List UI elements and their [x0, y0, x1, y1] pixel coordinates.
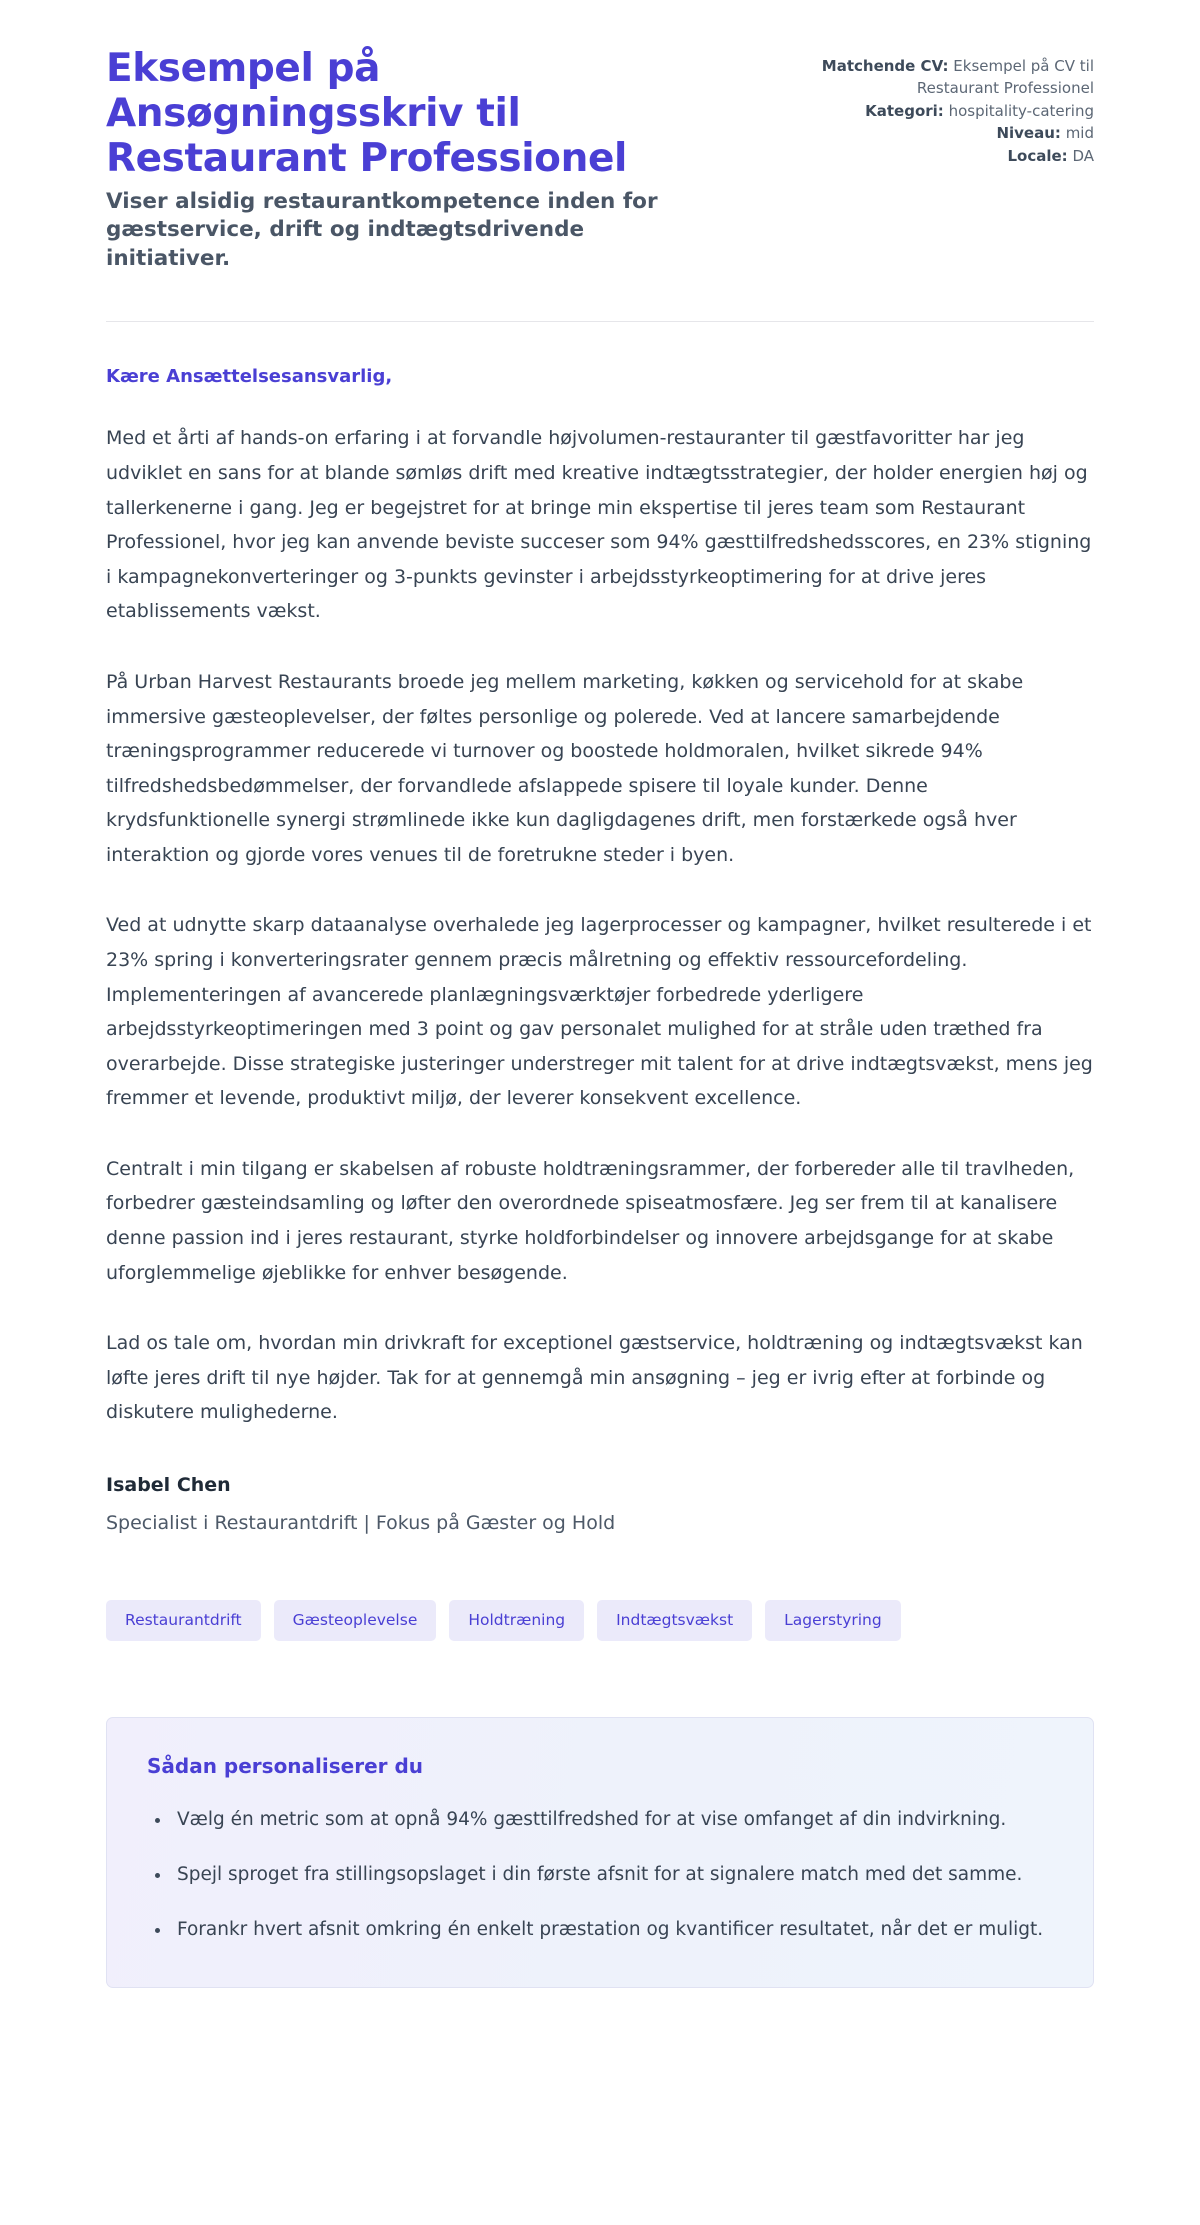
letter-paragraph-2: På Urban Harvest Restaurants broede jeg mellem marketing, køkken og servicehold for at skabe immersive gæsteoplevelser, der føltes personlige og polerede. Ved at lancere samarbejdende træningsprogrammer reducerede vi turnover og boostede holdmoralen, hvilket sikrede 94% tilfredshedsbedømmelser, der forvandlede afslappede spisere til loyale kunder. Denne krydsfunktionelle synergi strømlinede ikke kun dagligdagenes drift, men forstærkede også hver interaktion og gjorde vores venues til de foretrukne steder i byen. — [106, 670, 1024, 866]
tips-list-item: Spejl sproget fra stillingsopslaget i din første afsnit for at signalere match med det samme. — [147, 1859, 1053, 1892]
metadata-row-matching-cv — [804, 56, 1094, 100]
tips-list-item: Vælg én metric som at opnå 94% gæsttilfredshed for at vise omfanget af din indvirkning. — [147, 1804, 1053, 1837]
letter-paragraph-5: Lad os tale om, hvordan min drivkraft for exceptionel gæstservice, holdtræning og indtægtsvækst kan løfte jeres drift til nye højder. Tak for at gennemgå min ansøgning – jeg er ivrig efter at forbinde og diskutere mulighederne. — [106, 1332, 1083, 1424]
metadata-label-level: Niveau: — [996, 124, 1061, 143]
metadata-label-matching-cv: Matchende CV: — [821, 57, 949, 75]
personalization-tips-panel — [106, 1717, 1094, 1988]
signature-name: Isabel Chen — [106, 1473, 231, 1496]
header-text-block — [106, 46, 746, 273]
metadata-value-matching-cv: Eksempel på CV til Restaurant Professionel — [916, 57, 1094, 97]
letter-salutation: Kære Ansættelsesansvarlig, — [106, 366, 393, 388]
tag-item[interactable]: Indtægtsvækst — [597, 1600, 752, 1641]
metadata-label-locale: Locale: — [1007, 147, 1068, 165]
tag-item[interactable]: Lagerstyring — [765, 1600, 901, 1641]
cover-letter-body — [106, 322, 1094, 1533]
page-title: Eksempel på Ansøgningsskriv til Restaurant Professionel — [106, 46, 627, 182]
metadata-label-category: Kategori: — [865, 101, 944, 120]
tag-item[interactable]: Holdtræning — [449, 1600, 584, 1641]
metadata-value-category: hospitality-catering — [948, 101, 1094, 120]
tag-list — [106, 1600, 1094, 1641]
metadata-row-category — [804, 101, 1094, 123]
document-metadata — [804, 46, 1094, 169]
tips-list-item: Forankr hvert afsnit omkring én enkelt præstation og kvantificer resultatet, når det er muligt. — [147, 1914, 1053, 1947]
metadata-value-locale: DA — [1072, 147, 1094, 165]
letter-paragraph-1: Med et årti af hands-on erfaring i at forvandle højvolumen-restauranter til gæstfavoritter har jeg udviklet en sans for at blande sømløs drift med kreative indtægtsstrategier, der holder energien høj og tallerkenerne i gang. Jeg er begejstret for at bringe min ekspertise til jeres team som Restaurant Professionel, hvor jeg kan anvende beviste succeser som 94% gæsttilfredshedsscores, en 23% stigning i kampagnekonverteringer og 3-punkts gevinster i arbejdsstyrkeoptimering for at drive jeres etablissements vækst. — [106, 427, 1092, 623]
letter-paragraph-3: Ved at udnytte skarp dataanalyse overhalede jeg lagerprocesser og kampagner, hvilket resulterede i et 23% spring i konverteringsrater gennem præcis målretning og effektiv ressourcefordeling. Implementeringen af avancerede planlægningsværktøjer forbedrede yderligere arbejdsstyrkeoptimeringen med 3 point og gav personalet mulighed for at stråle uden træthed fra overarbejde. Disse strategiske justeringer understreger mit talent for at drive indtægtsvækst, mens jeg fremmer et levende, produktivt miljø, der leverer konsekvent excellence. — [106, 914, 1093, 1110]
signature-role: Specialist i Restaurantdrift | Fokus på Gæster og Hold — [106, 1511, 616, 1534]
metadata-value-level: mid — [1065, 124, 1094, 143]
letter-signature — [106, 1474, 1094, 1534]
letter-paragraph-4: Centralt i min tilgang er skabelsen af robuste holdtræningsrammer, der forbereder alle til travlheden, forbedrer gæsteindsamling og løfter den overordnede spiseatmosfære. Jeg ser frem til at kanalisere denne passion ind i jeres restaurant, styrke holdforbindelser og innovere arbejdsgange for at skabe uforglemmelige øjeblikke for enhver besøgende. — [106, 1157, 1075, 1284]
tips-list — [147, 1804, 1053, 1947]
document-header — [106, 0, 1094, 273]
metadata-row-locale — [804, 146, 1094, 168]
tips-title: Sådan personaliserer du — [147, 1753, 424, 1778]
tag-item[interactable]: Restaurantdrift — [106, 1600, 261, 1641]
metadata-row-level — [804, 123, 1094, 145]
page-subtitle: Viser alsidig restaurantkompetence inden for gæstservice, drift og indtægtsdrivende initiativer. — [106, 188, 658, 271]
tag-item[interactable]: Gæsteoplevelse — [274, 1600, 437, 1641]
